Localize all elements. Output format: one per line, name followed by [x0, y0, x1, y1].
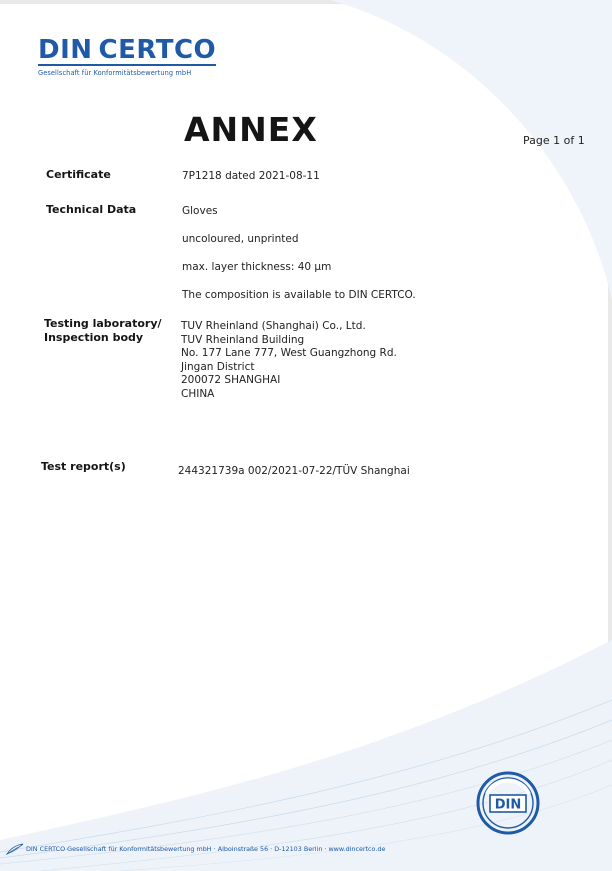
- seal-text: DIN: [494, 797, 522, 813]
- footer: [6, 843, 385, 855]
- logo-text-certco: CERTCO: [98, 35, 217, 65]
- technical-data-line: Gloves: [182, 205, 218, 217]
- technical-data-line: The composition is available to DIN CERTCO.: [182, 289, 416, 301]
- address-line: No. 177 Lane 777, West Guangzhong Rd.: [181, 347, 397, 359]
- page-indicator: Page 1 of 1: [523, 134, 585, 147]
- address-line: TUV Rheinland (Shanghai) Co., Ltd.: [181, 320, 366, 332]
- address-line: CHINA: [181, 387, 215, 400]
- testing-lab-label: [44, 317, 162, 345]
- technical-data-line: uncoloured, unprinted: [182, 233, 299, 245]
- testing-lab-label-line1: Testing laboratory/: [44, 317, 162, 330]
- technical-data-label: Technical Data: [46, 203, 137, 216]
- din-seal-icon: [475, 770, 541, 836]
- din-certco-logo: [38, 37, 216, 77]
- test-reports-value: 244321739a 002/2021-07-22/TÜV Shanghai: [178, 465, 410, 477]
- certificate-label: Certificate: [46, 168, 111, 181]
- logo-wordmark: [38, 37, 216, 66]
- testing-lab-address: [181, 320, 397, 401]
- footer-text: DIN CERTCO Gesellschaft für Konformitätsbewertung mbH · Alboinstraße 56 · D-12103 Berlin · www.dincertco.de: [26, 845, 386, 853]
- address-line: 200072 SHANGHAI: [181, 374, 281, 386]
- test-reports-label: Test report(s): [41, 460, 126, 473]
- feather-icon: [6, 843, 24, 855]
- certificate-value: 7P1218 dated 2021-08-11: [182, 170, 320, 182]
- address-line: TUV Rheinland Building: [181, 333, 305, 346]
- logo-text-din: DIN: [38, 35, 93, 65]
- technical-data-line: max. layer thickness: 40 µm: [182, 261, 332, 273]
- page-title: ANNEX: [184, 110, 318, 149]
- logo-subtitle: Gesellschaft für Konformitätsbewertung mbH: [38, 69, 192, 77]
- address-line: Jingan District: [181, 360, 255, 373]
- testing-lab-label-line2: Inspection body: [44, 331, 144, 344]
